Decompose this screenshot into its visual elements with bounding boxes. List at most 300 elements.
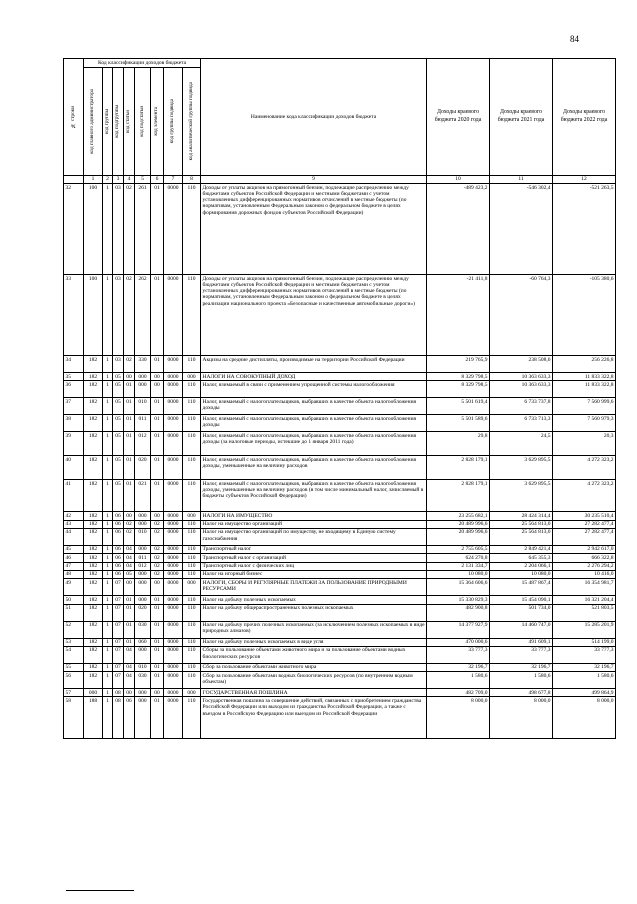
row-name: Доходы от уплаты акцизов на прямогонный бензин, подлежащие распределению между бюджетами субъектов Российской Федерации и местными бюджетами с учетом установленных дифференцированных нормативов отчислений в местные бюджеты (по нормативам, установленным Федеральным законом о федеральном бюджете в целях реализации национального проекта «Безопасные и качественные автомобильные дороги»)	[201, 275, 427, 356]
code-element: 01	[151, 356, 164, 373]
value-2021: 6 733 737,8	[490, 398, 553, 415]
code-analytic-group: 000	[183, 579, 201, 596]
column-number: 8	[183, 176, 201, 184]
table-row	[64, 184, 616, 275]
value-2022: 27 282 477,4	[553, 520, 616, 528]
value-2021: 2 849 421,4	[490, 545, 553, 553]
code-element: 01	[151, 646, 164, 663]
code-analytic-group: 110	[183, 275, 201, 356]
code-subtype-group: 0000	[164, 570, 183, 578]
value-2020: 5 501 589,6	[427, 415, 490, 432]
table-row	[64, 621, 616, 638]
row-name: Налог, взимаемый с налогоплательщиков, выбравших в качестве объекта налогообложения доходы	[201, 415, 427, 432]
code-article: 04	[124, 672, 135, 689]
row-name: Налог на добычу прочих полезных ископаемых (за исключением полезных ископаемых в виде природных алмазов)	[201, 621, 427, 638]
code-subarticle: 060	[135, 638, 151, 646]
code-analytic-group: 110	[183, 554, 201, 562]
code-admin: 182	[84, 381, 103, 398]
code-group: 1	[103, 689, 113, 697]
code-subarticle: 010	[135, 663, 151, 671]
column-number: 9	[201, 176, 427, 184]
value-2021: 28 424 314,4	[490, 512, 553, 520]
value-2022: 8 000,0	[553, 697, 616, 739]
code-article: 01	[124, 456, 135, 480]
code-analytic-group: 110	[183, 381, 201, 398]
row-name: Налог, взимаемый с налогоплательщиков, выбравших в качестве объекта налогообложения доходы (за налоговые периоды, истекшие до 1 января 2011 года)	[201, 432, 427, 456]
code-subarticle: 000	[135, 697, 151, 739]
row-name: Транспортный налог	[201, 545, 427, 553]
header-year-2022	[553, 59, 616, 176]
column-number: 6	[151, 176, 164, 184]
code-subtype-group: 0000	[164, 646, 183, 663]
row-name: Налог на имущество организаций по имуществу, не входящему в Единую систему газоснабжения	[201, 528, 427, 545]
row-number: 53	[64, 638, 84, 646]
code-subgroup: 05	[113, 415, 124, 432]
code-element: 00	[151, 381, 164, 398]
header-code-admin	[84, 68, 103, 176]
code-element: 02	[151, 570, 164, 578]
value-2021: 3 629 895,5	[490, 480, 553, 512]
header-code-subgroup-label: код подгруппы	[114, 105, 121, 138]
code-element: 02	[151, 554, 164, 562]
row-name: НАЛОГИ, СБОРЫ И РЕГУЛЯРНЫЕ ПЛАТЕЖИ ЗА ПОЛЬЗОВАНИЕ ПРИРОДНЫМИ РЕСУРСАМИ	[201, 579, 427, 596]
code-analytic-group: 110	[183, 356, 201, 373]
header-code-group-label: код группы	[103, 109, 110, 134]
row-number: 58	[64, 697, 84, 739]
value-2022: 11 833 322,8	[553, 373, 616, 381]
value-2021: 645 355,3	[490, 554, 553, 562]
code-subarticle: 000	[135, 373, 151, 381]
row-number: 47	[64, 562, 84, 570]
header-row-number	[64, 59, 84, 176]
code-subarticle: 000	[135, 520, 151, 528]
table-row	[64, 689, 616, 697]
code-admin: 188	[84, 697, 103, 739]
code-subgroup: 07	[113, 621, 124, 638]
value-2022: 16 321 204,4	[553, 596, 616, 604]
code-subtype-group: 0000	[164, 579, 183, 596]
code-article: 05	[124, 570, 135, 578]
table-row	[64, 398, 616, 415]
row-name: Налог, взимаемый с налогоплательщиков, выбравших в качестве объекта налогообложения доходы, уменьшенные на величину расходов (в том числе минимальный налог, зачисляемый в бюджеты субъектов Российской Федерации)	[201, 480, 427, 512]
code-admin: 182	[84, 512, 103, 520]
code-element: 02	[151, 520, 164, 528]
code-analytic-group: 110	[183, 596, 201, 604]
row-name: НАЛОГИ НА ИМУЩЕСТВО	[201, 512, 427, 520]
code-article: 00	[124, 689, 135, 697]
value-2022: 4 272 323,2	[553, 480, 616, 512]
code-admin: 182	[84, 415, 103, 432]
row-number: 36	[64, 381, 84, 398]
code-subarticle: 000	[135, 381, 151, 398]
footer-divider	[66, 890, 134, 891]
value-2022: 33 777,3	[553, 646, 616, 663]
row-name: Сборы за пользование объектами животного мира и за пользование объектами водных биологических ресурсов	[201, 646, 427, 663]
code-group: 1	[103, 381, 113, 398]
table-row	[64, 663, 616, 671]
code-article: 01	[124, 638, 135, 646]
table-row	[64, 672, 616, 689]
code-article: 04	[124, 646, 135, 663]
row-number: 50	[64, 596, 84, 604]
value-2021: 25 564 813,0	[490, 528, 553, 545]
code-element: 01	[151, 432, 164, 456]
value-2021: 15 454 090,1	[490, 596, 553, 604]
code-analytic-group: 110	[183, 456, 201, 480]
code-subtype-group: 0000	[164, 689, 183, 697]
value-2022: 16 354 981,7	[553, 579, 616, 596]
row-number: 42	[64, 512, 84, 520]
code-subgroup: 07	[113, 604, 124, 621]
column-number: 7	[164, 176, 183, 184]
code-analytic-group: 110	[183, 398, 201, 415]
code-element: 02	[151, 562, 164, 570]
code-subarticle: 000	[135, 579, 151, 596]
value-2020: 10 080,0	[427, 570, 490, 578]
code-subgroup: 06	[113, 512, 124, 520]
code-subarticle: 010	[135, 398, 151, 415]
code-article: 04	[124, 545, 135, 553]
row-number: 51	[64, 604, 84, 621]
code-subgroup: 05	[113, 381, 124, 398]
table-row	[64, 456, 616, 480]
code-subgroup: 06	[113, 545, 124, 553]
code-subarticle: 261	[135, 184, 151, 275]
value-2020: 219 765,9	[427, 356, 490, 373]
table-row	[64, 512, 616, 520]
code-subtype-group: 0000	[164, 697, 183, 739]
code-subarticle: 030	[135, 672, 151, 689]
row-name: Акцизы на средние дистилляты, производимые на территории Российской Федерации	[201, 356, 427, 373]
row-number: 49	[64, 579, 84, 596]
code-subgroup: 06	[113, 554, 124, 562]
row-name: Налог, взимаемый с налогоплательщиков, выбравших в качестве объекта налогообложения доходы	[201, 398, 427, 415]
value-2020: 1 580,6	[427, 672, 490, 689]
row-number: 38	[64, 415, 84, 432]
code-subtype-group: 0000	[164, 184, 183, 275]
row-name: Доходы от уплаты акцизов на прямогонный бензин, подлежащие распределению между бюджетами субъектов Российской Федерации и местными бюджетами с учетом установленных дифференцированных нормативов отчислений в местные бюджеты (по нормативам, установленным Федеральным законом о федеральном бюджете в целях формирования дорожных фондов субъектов Российской Федерации)	[201, 184, 427, 275]
row-name: Налог, взимаемый с налогоплательщиков, выбравших в качестве объекта налогообложения доходы, уменьшенные на величину расходов	[201, 456, 427, 480]
code-element: 02	[151, 528, 164, 545]
value-2021: 491 609,1	[490, 638, 553, 646]
value-2021: 10 363 633,3	[490, 381, 553, 398]
value-2022: 4 272 323,2	[553, 456, 616, 480]
code-admin: 182	[84, 480, 103, 512]
code-subgroup: 06	[113, 520, 124, 528]
row-number: 40	[64, 456, 84, 480]
value-2021: -546 302,4	[490, 184, 553, 275]
value-2022: 32 196,7	[553, 663, 616, 671]
row-number: 55	[64, 663, 84, 671]
code-analytic-group: 110	[183, 480, 201, 512]
value-2020: 624 270,8	[427, 554, 490, 562]
row-number: 46	[64, 554, 84, 562]
table-row	[64, 604, 616, 621]
value-2021: 3 629 895,5	[490, 456, 553, 480]
code-subarticle: 000	[135, 689, 151, 697]
value-2022: 2 276 294,2	[553, 562, 616, 570]
value-2020: 33 777,3	[427, 646, 490, 663]
code-analytic-group: 110	[183, 570, 201, 578]
code-subarticle: 330	[135, 356, 151, 373]
header-code-article-label: код статьи	[125, 110, 132, 133]
code-subgroup: 05	[113, 373, 124, 381]
code-admin: 182	[84, 373, 103, 381]
code-subtype-group: 0000	[164, 604, 183, 621]
code-subtype-group: 0000	[164, 545, 183, 553]
code-article: 00	[124, 579, 135, 596]
code-article: 01	[124, 432, 135, 456]
code-analytic-group: 000	[183, 512, 201, 520]
column-number: 11	[490, 176, 553, 184]
code-subarticle: 020	[135, 456, 151, 480]
table-row	[64, 570, 616, 578]
code-group: 1	[103, 604, 113, 621]
row-name: Налог на добычу полезных ископаемых в виде угля	[201, 638, 427, 646]
row-name: Налог на добычу общераспространенных полезных ископаемых	[201, 604, 427, 621]
value-2022: 499 864,9	[553, 689, 616, 697]
code-group: 1	[103, 184, 113, 275]
header-code-subtype-group-label: код группы подвида	[169, 99, 176, 144]
row-number: 57	[64, 689, 84, 697]
code-article: 02	[124, 528, 135, 545]
code-article: 04	[124, 663, 135, 671]
code-subgroup: 06	[113, 528, 124, 545]
code-subarticle: 000	[135, 545, 151, 553]
code-group: 1	[103, 373, 113, 381]
code-article: 01	[124, 480, 135, 512]
code-analytic-group: 110	[183, 646, 201, 663]
code-subgroup: 05	[113, 432, 124, 456]
code-admin: 182	[84, 545, 103, 553]
code-element: 00	[151, 689, 164, 697]
code-subarticle: 011	[135, 554, 151, 562]
code-subtype-group: 0000	[164, 528, 183, 545]
code-admin: 182	[84, 398, 103, 415]
value-2020: 23 255 682,1	[427, 512, 490, 520]
code-subarticle: 012	[135, 432, 151, 456]
value-2022: 521 803,5	[553, 604, 616, 621]
code-article: 06	[124, 697, 135, 739]
code-analytic-group: 110	[183, 672, 201, 689]
value-2021: 25 564 813,0	[490, 520, 553, 528]
table-row	[64, 373, 616, 381]
value-2021: 498 677,8	[490, 689, 553, 697]
code-group: 1	[103, 672, 113, 689]
code-subgroup: 05	[113, 480, 124, 512]
column-number: 4	[124, 176, 135, 184]
code-admin: 182	[84, 646, 103, 663]
code-subtype-group: 0000	[164, 373, 183, 381]
code-group: 1	[103, 356, 113, 373]
code-group: 1	[103, 512, 113, 520]
code-admin: 182	[84, 570, 103, 578]
code-admin: 182	[84, 579, 103, 596]
row-name: Сбор за пользование объектами животного мира	[201, 663, 427, 671]
code-group: 1	[103, 415, 113, 432]
code-article: 00	[124, 373, 135, 381]
column-number: 3	[113, 176, 124, 184]
code-article: 01	[124, 415, 135, 432]
header-code-subtype-group	[164, 68, 183, 176]
table-row	[64, 638, 616, 646]
code-subtype-group: 0000	[164, 356, 183, 373]
value-2020: 20 489 996,6	[427, 528, 490, 545]
code-subtype-group: 0000	[164, 398, 183, 415]
table-row	[64, 432, 616, 456]
table-row	[64, 480, 616, 512]
budget-table-wrapper	[63, 58, 615, 739]
code-element: 01	[151, 604, 164, 621]
row-number: 34	[64, 356, 84, 373]
code-analytic-group: 110	[183, 663, 201, 671]
row-name: Налог, взимаемый в связи с применением упрощенной системы налогообложения	[201, 381, 427, 398]
code-admin: 182	[84, 456, 103, 480]
code-group: 1	[103, 456, 113, 480]
code-subtype-group: 0000	[164, 456, 183, 480]
value-2021: 501 734,0	[490, 604, 553, 621]
code-element: 01	[151, 398, 164, 415]
code-element: 01	[151, 697, 164, 739]
header-code-article	[124, 68, 135, 176]
code-subtype-group: 0000	[164, 562, 183, 570]
budget-income-table	[63, 58, 616, 739]
code-subarticle: 000	[135, 596, 151, 604]
code-group: 1	[103, 562, 113, 570]
value-2022: 7 560 979,3	[553, 415, 616, 432]
value-2021: 2 204 066,1	[490, 562, 553, 570]
header-code-group: Код классификации доходов бюджета	[84, 59, 201, 68]
table-row	[64, 275, 616, 356]
value-2021: 32 196,7	[490, 663, 553, 671]
code-group: 1	[103, 596, 113, 604]
code-analytic-group: 110	[183, 562, 201, 570]
code-element: 01	[151, 663, 164, 671]
code-subtype-group: 0000	[164, 663, 183, 671]
code-subgroup: 07	[113, 596, 124, 604]
value-2022: 2 942 617,0	[553, 545, 616, 553]
code-subtype-group: 0000	[164, 554, 183, 562]
code-subgroup: 03	[113, 275, 124, 356]
code-admin: 182	[84, 596, 103, 604]
code-admin: 182	[84, 672, 103, 689]
value-2020: 32 196,7	[427, 663, 490, 671]
row-name: НАЛОГИ НА СОВОКУПНЫЙ ДОХОД	[201, 373, 427, 381]
code-group: 1	[103, 480, 113, 512]
code-subgroup: 06	[113, 562, 124, 570]
value-2022: -105 380,6	[553, 275, 616, 356]
header-code-element-label: код элемента	[153, 107, 160, 136]
code-subarticle: 262	[135, 275, 151, 356]
column-number: 2	[103, 176, 113, 184]
code-subarticle: 010	[135, 528, 151, 545]
code-element: 00	[151, 579, 164, 596]
code-subtype-group: 0000	[164, 432, 183, 456]
code-element: 01	[151, 275, 164, 356]
row-number: 41	[64, 480, 84, 512]
code-analytic-group: 110	[183, 604, 201, 621]
value-2020: 482 709,0	[427, 689, 490, 697]
value-2020: 8 000,0	[427, 697, 490, 739]
row-number: 48	[64, 570, 84, 578]
value-2022: 666 322,8	[553, 554, 616, 562]
value-2020: 29,8	[427, 432, 490, 456]
row-number: 54	[64, 646, 84, 663]
code-subgroup: 06	[113, 570, 124, 578]
row-number: 44	[64, 528, 84, 545]
value-2022: 11 833 322,8	[553, 381, 616, 398]
header-code-subgroup	[113, 68, 124, 176]
code-subarticle: 020	[135, 604, 151, 621]
value-2020: 5 501 619,4	[427, 398, 490, 415]
header-name	[201, 59, 427, 176]
row-name: Налог на игорный бизнес	[201, 570, 427, 578]
code-analytic-group: 110	[183, 432, 201, 456]
value-2022: 30 235 510,4	[553, 512, 616, 520]
header-code-subarticle	[135, 68, 151, 176]
column-number-row	[64, 176, 616, 184]
header-year-2020	[427, 59, 490, 176]
code-article: 02	[124, 356, 135, 373]
code-group: 1	[103, 275, 113, 356]
value-2022: 7 560 999,6	[553, 398, 616, 415]
value-2020: 15 364 606,6	[427, 579, 490, 596]
code-group: 1	[103, 545, 113, 553]
column-number: 5	[135, 176, 151, 184]
row-number: 32	[64, 184, 84, 275]
code-subtype-group: 0000	[164, 672, 183, 689]
value-2021: 33 777,3	[490, 646, 553, 663]
value-2020: 470 000,6	[427, 638, 490, 646]
table-row	[64, 545, 616, 553]
code-analytic-group: 110	[183, 184, 201, 275]
header-row-number-label: № строки	[69, 105, 76, 129]
value-2021: 1 580,6	[490, 672, 553, 689]
row-name: Сбор за пользование объектами водных биологических ресурсов (по внутренним водным объектам)	[201, 672, 427, 689]
code-subarticle: 011	[135, 415, 151, 432]
code-analytic-group: 110	[183, 638, 201, 646]
code-element: 01	[151, 415, 164, 432]
row-number: 37	[64, 398, 84, 415]
table-row	[64, 356, 616, 373]
value-2021: 14 460 747,0	[490, 621, 553, 638]
value-2020: 2 828 179,1	[427, 480, 490, 512]
row-name: ГОСУДАРСТВЕННАЯ ПОШЛИНА	[201, 689, 427, 697]
code-admin: 100	[84, 184, 103, 275]
value-2021: 24,5	[490, 432, 553, 456]
code-group: 1	[103, 646, 113, 663]
code-article: 04	[124, 554, 135, 562]
value-2020: 482 900,8	[427, 604, 490, 621]
row-name: Транспортный налог с организаций	[201, 554, 427, 562]
header-code-analytic-group-label: код аналитической группы подвида	[187, 82, 194, 161]
code-article: 02	[124, 520, 135, 528]
code-analytic-group: 000	[183, 689, 201, 697]
table-row	[64, 520, 616, 528]
code-subgroup: 07	[113, 646, 124, 663]
value-2020: 2 828 179,1	[427, 456, 490, 480]
code-group: 1	[103, 528, 113, 545]
code-group: 1	[103, 697, 113, 739]
row-number: 35	[64, 373, 84, 381]
header-year-2021-label: Доходы краевого бюджета 2021 года	[497, 109, 545, 123]
column-number: 1	[84, 176, 103, 184]
code-element: 00	[151, 373, 164, 381]
code-group: 1	[103, 621, 113, 638]
code-subtype-group: 0000	[164, 596, 183, 604]
code-article: 01	[124, 621, 135, 638]
code-analytic-group: 110	[183, 545, 201, 553]
